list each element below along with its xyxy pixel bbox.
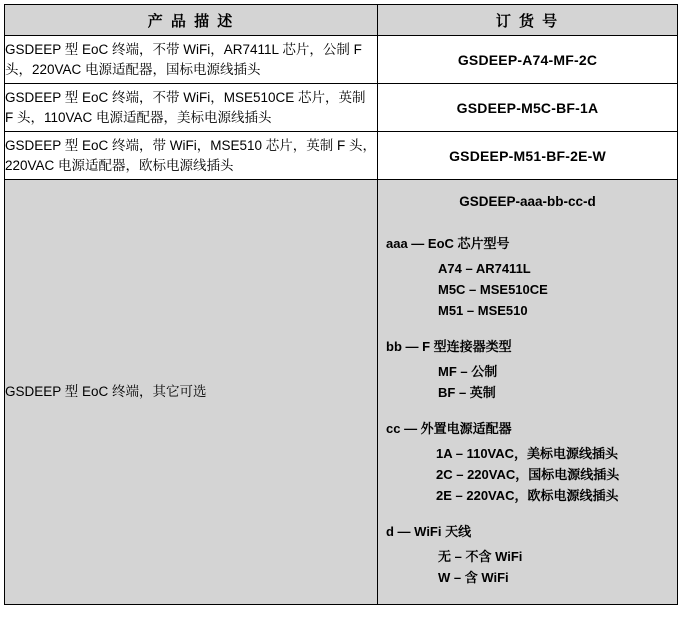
option-item: MF – 公制 <box>438 364 498 379</box>
option-item: 2E – 220VAC，欧标电源线插头 <box>436 488 619 503</box>
table-row <box>5 36 678 84</box>
product-order-code: GSDEEP-M51-BF-2E-W <box>378 132 678 180</box>
option-item: 2C – 220VAC，国标电源线插头 <box>436 467 620 482</box>
table-row <box>5 132 678 180</box>
column-header-order-code: 订 货 号 <box>378 5 678 36</box>
product-order-code: GSDEEP-M5C-BF-1A <box>378 84 678 132</box>
product-description: GSDEEP 型 EoC 终端，不带 WiFi，AR7411L 芯片，公制 F 头，220VAC 电源适配器，国标电源线插头 <box>5 36 378 84</box>
option-group-label: bb — F 型连接器类型 <box>386 339 512 354</box>
option-group-connector <box>378 337 677 403</box>
option-group-label: d — WiFi 天线 <box>386 524 472 539</box>
table-header-row <box>5 5 678 36</box>
product-description: GSDEEP 型 EoC 终端，不带 WiFi，MSE510CE 芯片，英制 F 头，110VAC 电源适配器，美标电源线插头 <box>5 84 378 132</box>
option-item: BF – 英制 <box>438 385 496 400</box>
option-group-label: aaa — EoC 芯片型号 <box>386 236 510 251</box>
option-item: M51 – MSE510 <box>438 303 528 318</box>
option-item: 无 – 不含 WiFi <box>438 549 523 564</box>
column-header-description: 产 品 描 述 <box>5 5 378 36</box>
table-row-options <box>5 180 678 605</box>
option-item: A74 – AR7411L <box>438 261 531 276</box>
option-group-label: cc — 外置电源适配器 <box>386 421 512 436</box>
table-row <box>5 84 678 132</box>
option-item: 1A – 110VAC，美标电源线插头 <box>436 446 619 461</box>
option-group-wifi-antenna <box>378 522 677 588</box>
product-order-code: GSDEEP-A74-MF-2C <box>378 36 678 84</box>
product-description: GSDEEP 型 EoC 终端，带 WiFi，MSE510 芯片，英制 F 头，220VAC 电源适配器，欧标电源线插头 <box>5 132 378 180</box>
option-group-chip <box>378 234 677 321</box>
product-description-other: GSDEEP 型 EoC 终端，其它可选 <box>5 180 378 605</box>
ordering-information-table <box>4 4 678 605</box>
order-code-pattern: GSDEEP-aaa-bb-cc-d <box>459 194 596 209</box>
option-group-power-adapter <box>378 419 677 506</box>
option-item: M5C – MSE510CE <box>438 282 548 297</box>
order-code-pattern-cell <box>378 180 678 605</box>
option-item: W – 含 WiFi <box>438 570 509 585</box>
